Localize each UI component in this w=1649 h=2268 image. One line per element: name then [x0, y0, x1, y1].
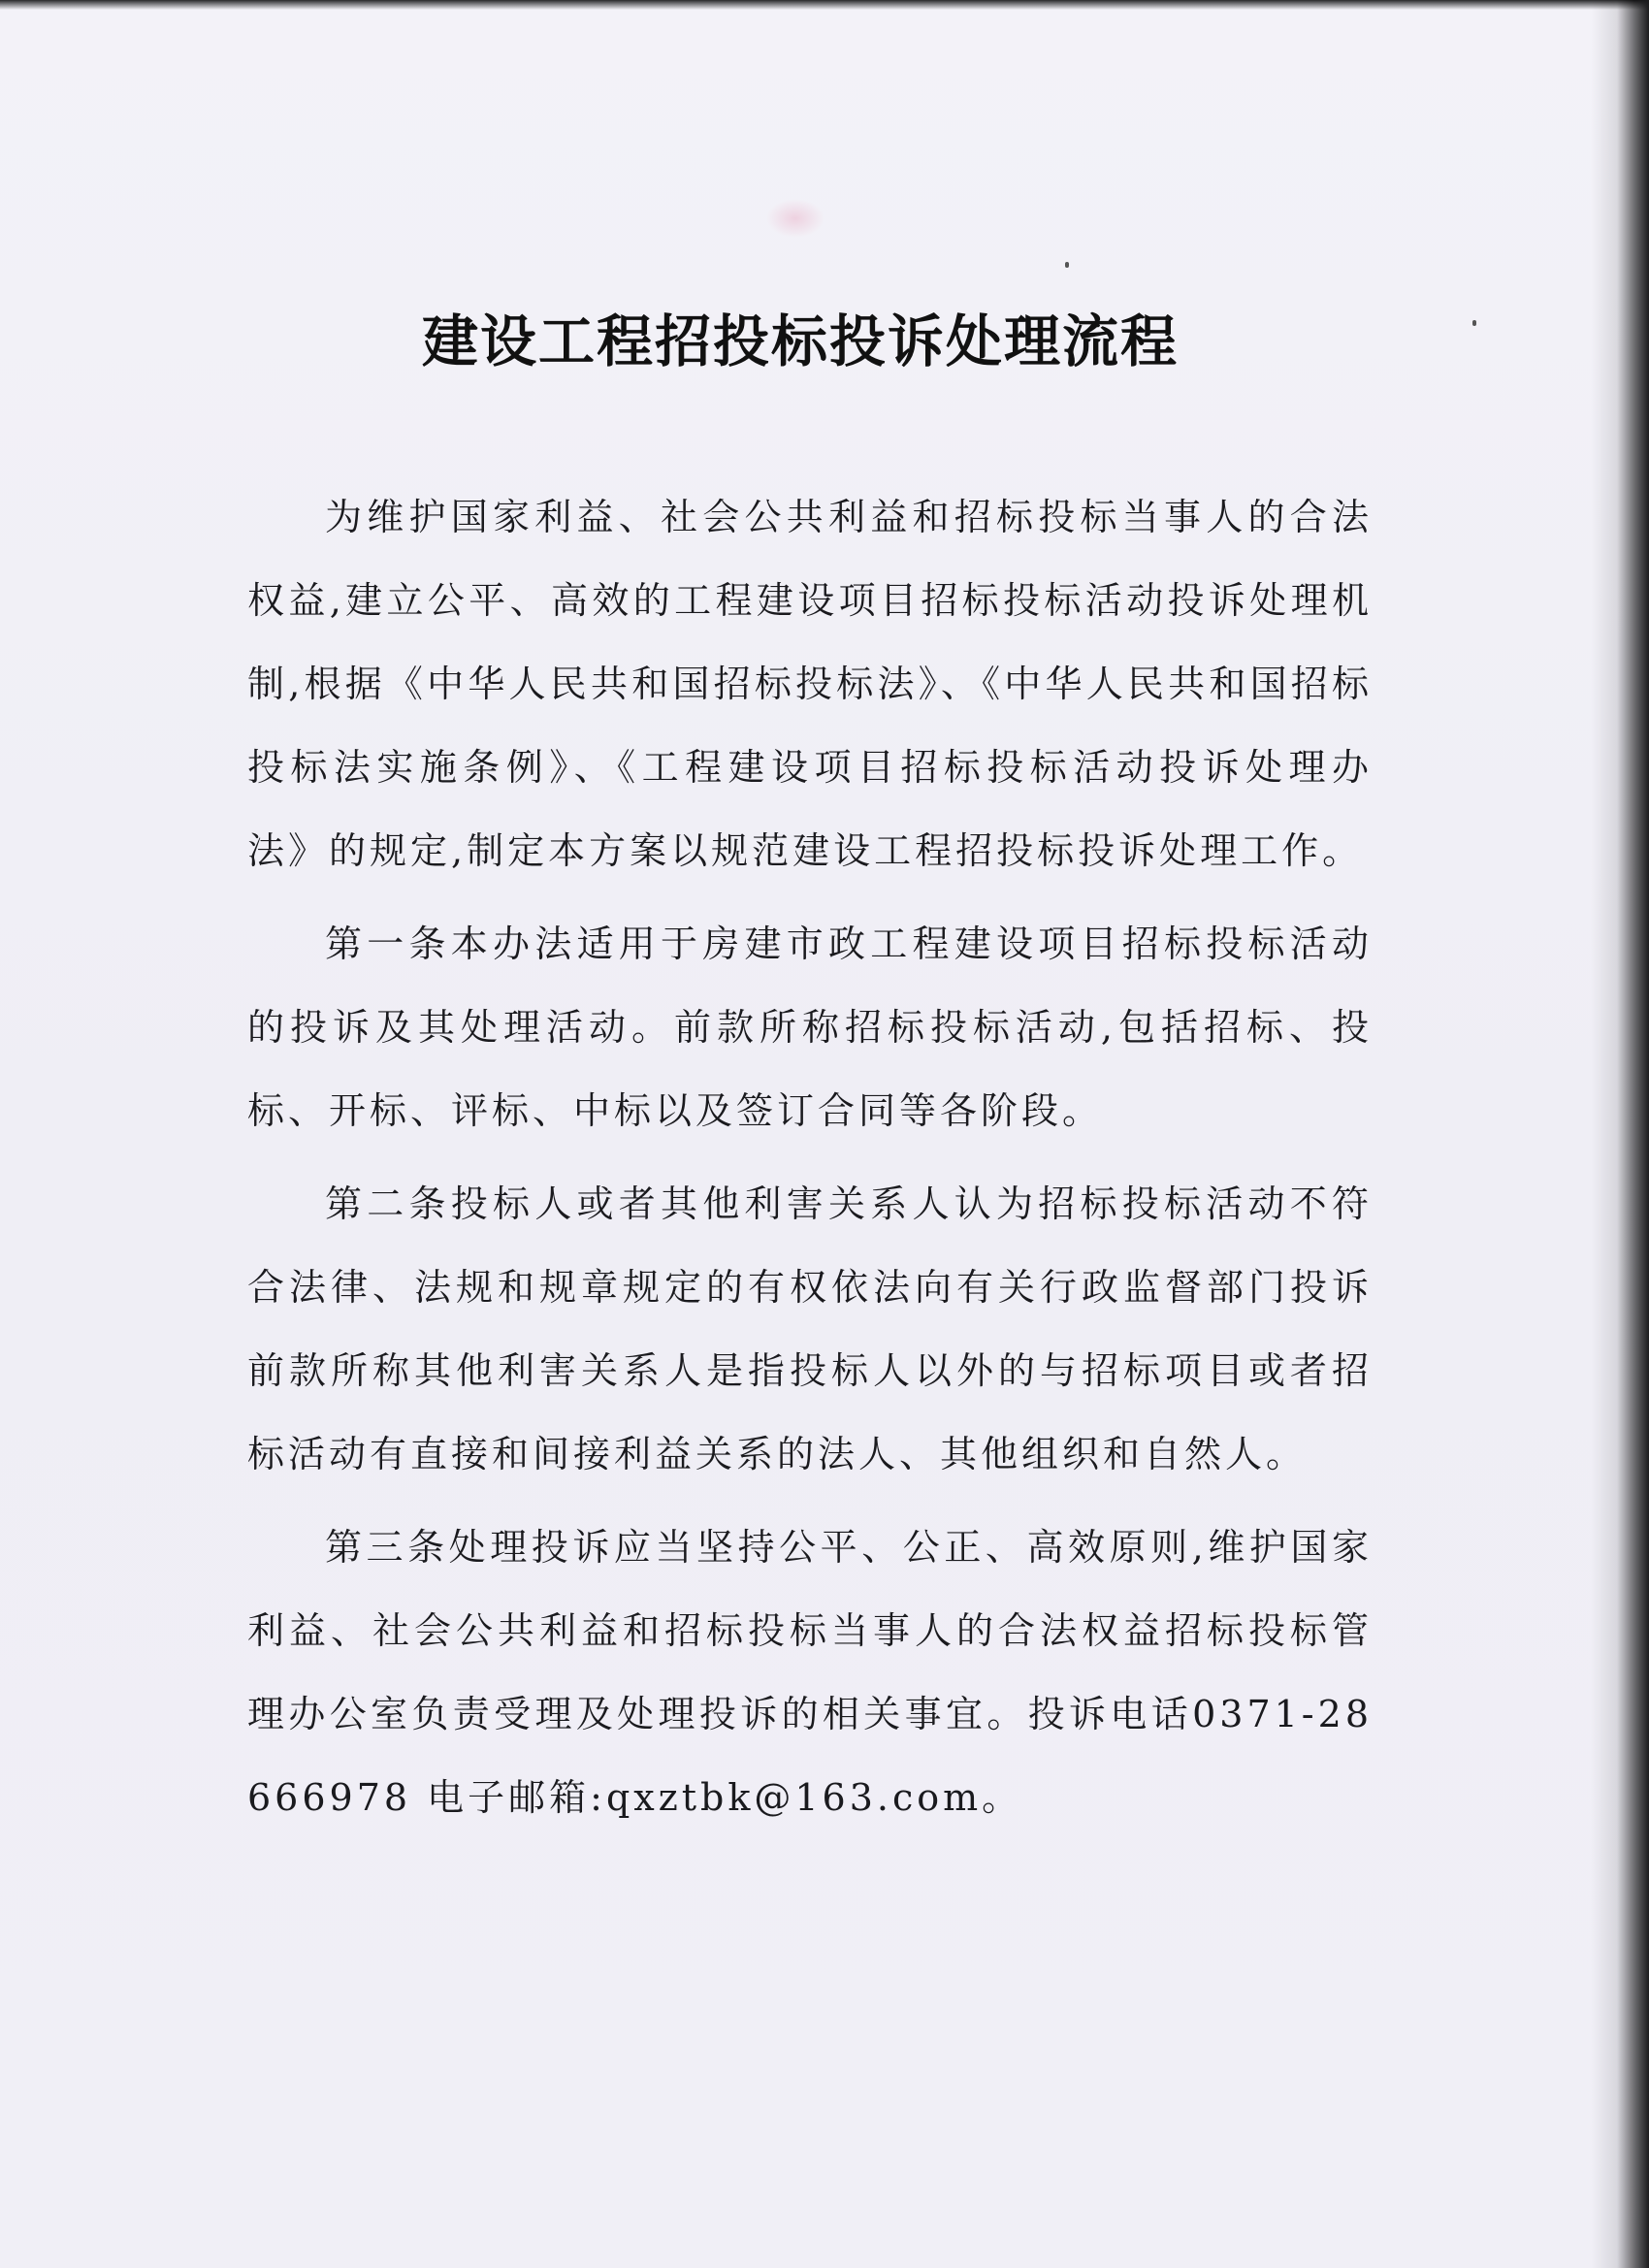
document-title: 建设工程招投标投诉处理流程 — [421, 308, 1179, 374]
article-2-paragraph: 第二条投标人或者其他利害关系人认为招标投标活动不符合法律、法规和规章规定的有权依法向有关行政监督部门投诉前款所称其他利害关系人是指投标人以外的与招标项目或者招标活动有直接和间接利益关系的法人、其他组织和自然人。 — [247, 1183, 1373, 1475]
scan-edge-top — [0, 0, 1649, 10]
article-3-paragraph: 第三条处理投诉应当坚持公平、公正、高效原则,维护国家利益、社会公共利益和招标投标当事人的合法权益招标投标管理办公室负责受理及处理投诉的相关事宜。投诉电话0371-28666978 电子邮箱:qxztbk@163.com。 — [247, 1526, 1373, 1819]
intro-paragraph: 为维护国家利益、社会公共利益和招标投标当事人的合法权益,建立公平、高效的工程建设项目招标投标活动投诉处理机制,根据《中华人民共和国招标投标法》、《中华人民共和国招标投标法实施条例》、《工程建设项目招标投标活动投诉处理办法》的规定,制定本方案以规范建设工程招投标投诉处理工作。 — [247, 496, 1373, 872]
document-body — [247, 475, 1373, 1849]
ink-stain — [766, 199, 824, 238]
speck-mark — [1065, 262, 1069, 268]
article-1-paragraph: 第一条本办法适用于房建市政工程建设项目招标投标活动的投诉及其处理活动。前款所称招标投标活动,包括招标、投标、开标、评标、中标以及签订合同等各阶段。 — [247, 923, 1373, 1132]
